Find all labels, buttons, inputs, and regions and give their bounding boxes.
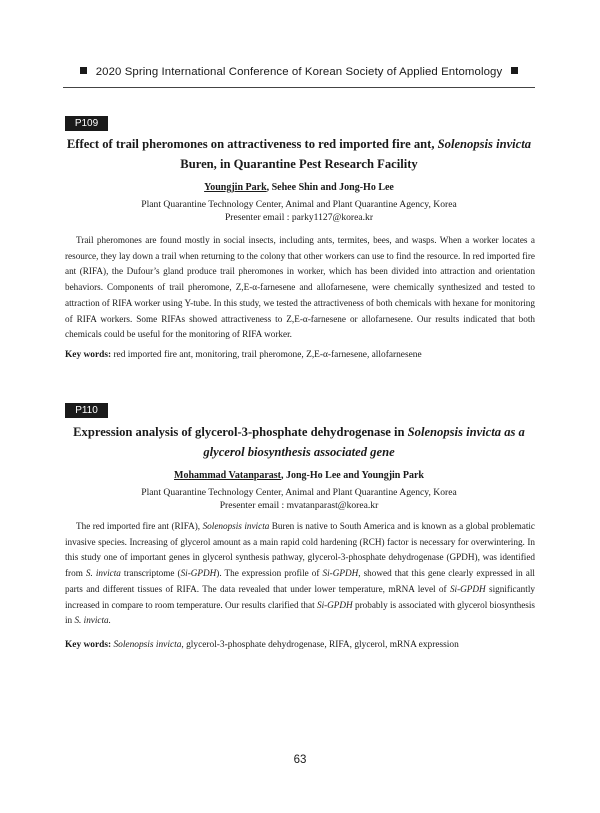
- keywords-label: Key words:: [65, 640, 112, 650]
- affiliation: Plant Quarantine Technology Center, Animal and Plant Quarantine Agency, Korea: [141, 487, 457, 498]
- keywords: [65, 640, 535, 650]
- presenter-email: Presenter email : parky1127@korea.kr: [224, 212, 374, 223]
- title-line: Buren, in Quarantine Pest Research Facility: [180, 157, 418, 171]
- keywords-text: , glycerol-3-phosphate dehydrogenase, RIFA, glycerol, mRNA expression: [181, 640, 459, 650]
- affiliation: Plant Quarantine Technology Center, Animal and Plant Quarantine Agency, Korea: [141, 199, 457, 210]
- coauthors: , Jong-Ho Lee and Youngjin Park: [280, 470, 424, 481]
- keywords-label: Key words:: [65, 350, 112, 360]
- square-bullet-icon: [511, 67, 518, 74]
- author-list: [63, 182, 535, 193]
- square-bullet-icon: [80, 67, 87, 74]
- title-line: glycerol biosynthesis associated gene: [203, 445, 395, 459]
- abstract-id-badge: P109: [65, 116, 108, 131]
- running-header: [63, 66, 535, 78]
- abstract-body: Trail pheromones are found mostly in social insects, including ants, termites, bees, and wasps. When a worker locates a resource, they lay down a trail when returning to the colony that other workers can use to find the resource. In red imported fire ant (RIFA), the Dufour’s gland produce trail pheromones in worker, which has been divided into attraction and orientation behaviors. Components of trail pheromone, Z,E-α-farnesene and allofarnesene, were chemically synthesized and tested to attraction of RIFA worker using Y-tube. In this study, we tested the attractiveness of both chemicals with hexane for monitoring of RIFA workers. Some RIFAs showed attractiveness to Z,E-α-farnesene or allofarnesene. Our results indicated that both chemicals could be useful for the monitoring of RIFA worker.: [65, 235, 535, 340]
- abstract-title: [63, 422, 535, 462]
- abstract-id-badge: P110: [65, 403, 108, 418]
- keywords-text: red imported fire ant, monitoring, trail pheromone, Z,E-α-farnesene, allofarnesene: [111, 350, 422, 360]
- presenter-name: Youngjin Park: [204, 182, 267, 193]
- presenter-email: Presenter email : mvatanparast@korea.kr: [219, 500, 379, 511]
- abstract-body: The red imported fire ant (RIFA), Solenopsis invicta Buren is native to South America and is known as a global problematic invasive species. Increasing of glycerol amount as a main rapid cold hardening (RCH) factor is necessary for overwintering. In this study one of important genes in glycerol synthesis pathway, glycerol-3-phosphate dehydrogenase (GPDH), was identified from S. invicta transcriptome (Si-GPDH). The expression profile of Si-GPDH, showed that this gene clearly expressed in all parts and different tissues of RIFA. The data revealed that under lower temperature, mRNA level of Si-GPDH significantly increased in compare to room temperature. Our results clarified that Si-GPDH probably is associated with glycerol biosynthesis in S. invicta.: [65, 521, 536, 626]
- conference-title: 2020 Spring International Conference of Korean Society of Applied Entomology: [95, 66, 503, 78]
- title-line: Expression analysis of glycerol-3-phosphate dehydrogenase in Solenopsis invicta as a: [73, 425, 525, 439]
- keywords: [65, 350, 535, 360]
- header-divider: [63, 87, 535, 88]
- page-number: 63: [293, 754, 307, 766]
- coauthors: , Sehee Shin and Jong-Ho Lee: [266, 182, 394, 193]
- author-list: [63, 470, 535, 481]
- keywords-species: Solenopsis invicta: [111, 640, 182, 650]
- presenter-name: Mohammad Vatanparast: [174, 470, 281, 481]
- abstract-title: [63, 134, 535, 174]
- title-line: Effect of trail pheromones on attractiveness to red imported fire ant, Solenopsis invicta: [66, 137, 532, 151]
